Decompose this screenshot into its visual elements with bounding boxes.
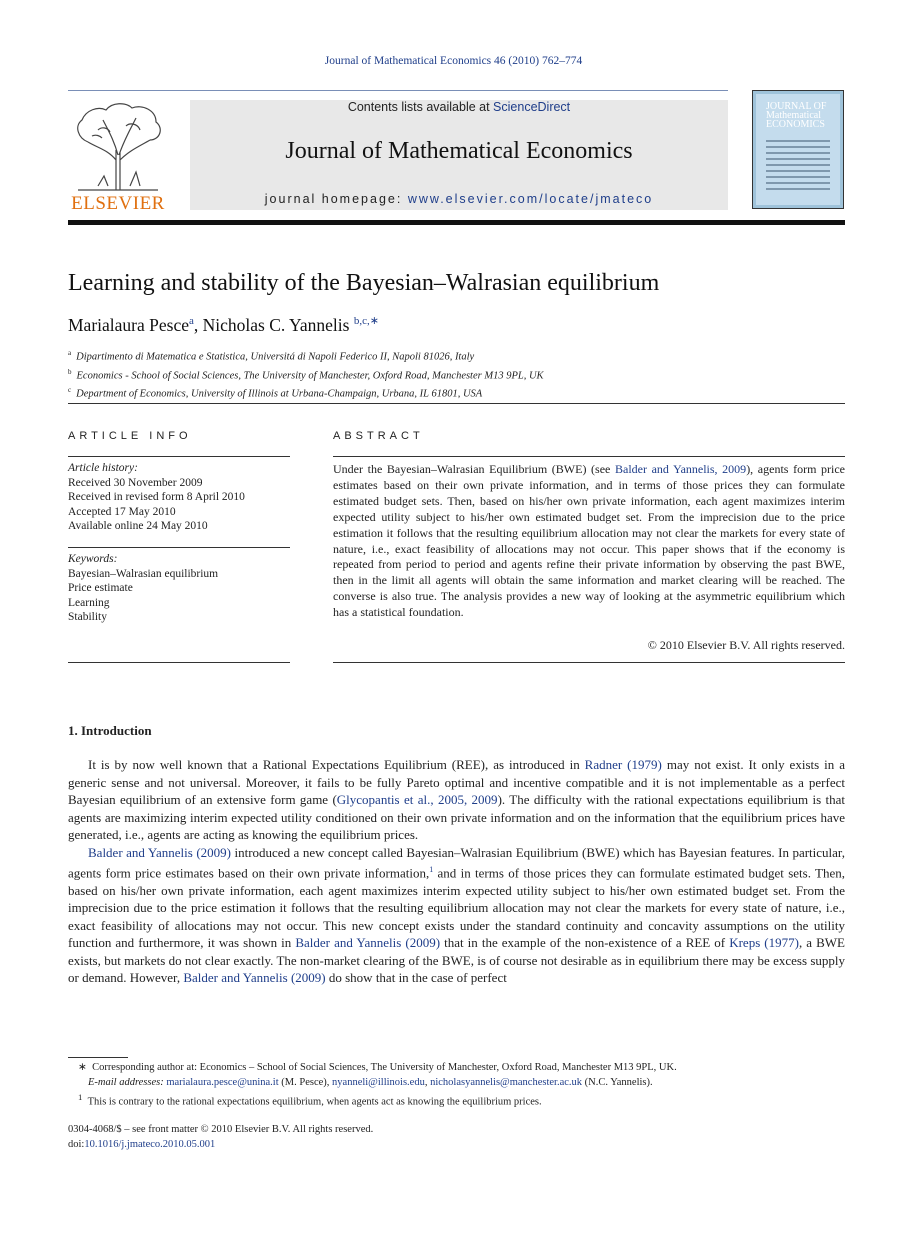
abstract-segment: Under the Bayesian–Walrasian Equilibrium (BWE) (see [333, 462, 615, 476]
contents-prefix: Contents lists available at [347, 100, 494, 114]
contents-line [190, 100, 728, 114]
author-separator: , [193, 314, 203, 335]
doi-line [68, 1137, 373, 1152]
footnote-text: This is contrary to the rational expectations equilibrium, when agents act as knowing the equilibrium prices. [87, 1096, 542, 1108]
affiliation-mark: c [68, 386, 72, 394]
article-history [68, 461, 290, 534]
email-label: E-mail addresses: [88, 1076, 164, 1088]
affiliation-marker[interactable]: b,c,∗ [353, 315, 379, 327]
article-info-heading: ARTICLE INFO [68, 430, 192, 442]
history-item: Available online 24 May 2010 [68, 520, 208, 532]
footnote-text: (N.C. Yannelis). [582, 1076, 653, 1088]
abstract-bottom-rule [333, 662, 845, 663]
history-item: Received 30 November 2009 [68, 476, 203, 489]
journal-title: Journal of Mathematical Economics [285, 138, 633, 164]
footnote-marker[interactable]: 1 [429, 865, 434, 874]
article-title: Learning and stability of the Bayesian–Walrasian equilibrium [68, 270, 660, 296]
email-link[interactable]: nicholasyannelis@manchester.ac.uk [430, 1076, 583, 1088]
journal-cover[interactable] [752, 90, 844, 209]
sciencedirect-link[interactable]: ScienceDirect [493, 100, 571, 114]
text-segment: introduced a new concept called Bayesian–Walrasian Equilibrium (BWE) which has Bayesian features. In particular, agents form price estimates based on their own private information, [68, 844, 845, 881]
footnote-text: Corresponding author at: Economics – School of Social Sciences, The University of Manchester, Oxford Road, Manchester M13 9PL, UK. [92, 1062, 677, 1073]
citation-link[interactable]: Balder and Yannelis (2009) [295, 935, 441, 951]
elsevier-logo [68, 100, 168, 212]
citation-link[interactable]: Balder and Yannelis (2009) [183, 970, 326, 986]
footnote-text: , [424, 1076, 431, 1088]
cover-image [756, 94, 840, 205]
keywords-label: Keywords: [68, 553, 118, 565]
homepage-link[interactable]: www.elsevier.com/locate/jmateco [407, 192, 654, 206]
elsevier-tree-icon [68, 100, 168, 192]
copyright-notice: © 2010 Elsevier B.V. All rights reserved. [647, 638, 845, 652]
author-name: Nicholas C. Yannelis [202, 314, 350, 335]
keyword: Bayesian–Walrasian equilibrium [68, 567, 219, 580]
journal-banner [190, 100, 728, 210]
abstract-segment: ), agents form price estimates based on their own private information, and in terms of those prices they can formulate estimated budget sets. Then, based on his/her own private information, each agent maximizes interim expected utility subject to his/her own estimated budget set. From the imprecision due to the price estimation it follows that the resulting equilibrium allocation may not clear the markets for every state of nature, i.e., exact feasibility of allocations may not occur. This paper shows that if the economy is repeated from period to period and agents refine their private information by observing the past BWE, then in the limit all agents will obtain the same information and market clearing will be reached. The converse is also true. The analysis provides a new way of looking at the asymmetric equilibrium which has a statistical foundation. [333, 462, 846, 620]
citation-link[interactable]: Balder and Yannelis, 2009 [615, 462, 747, 476]
homepage-prefix: journal homepage: [264, 192, 408, 206]
cover-title: JOURNAL OF Mathematical ECONOMICS [766, 101, 827, 130]
affiliation-marker[interactable]: a [188, 315, 194, 327]
introduction-body [68, 756, 845, 987]
affiliation [68, 365, 544, 384]
doi-link[interactable]: 10.1016/j.jmateco.2010.05.001 [84, 1139, 216, 1150]
footnote-mark: 1 [78, 1092, 83, 1102]
abstract-text [333, 462, 845, 621]
footnote-rule [68, 1057, 128, 1058]
footnote-1 [68, 1090, 845, 1110]
footnote-text: (M. Pesce), [278, 1076, 333, 1088]
author-list [68, 314, 379, 336]
publisher-name: ELSEVIER [71, 193, 165, 214]
footnote-corresponding [68, 1061, 845, 1076]
front-matter [68, 1122, 373, 1152]
author-name: Marialaura Pesce [68, 314, 189, 335]
header-thick-rule [68, 220, 845, 225]
email-link[interactable]: nyanneli@illinois.edu [332, 1076, 425, 1088]
paragraph [68, 756, 845, 844]
text-segment: , a BWE exists, but markets do not clear exactly. The non-market clearing of the BWE, is of course not desirable as in equilibrium there may be excess supply or demand. However, [68, 935, 845, 986]
text-segment: ). The difficulty with the rational expectations equilibrium is that agents are maximizing interim expected utility conditioned on their own private information and on the information that the equilibrium prices have generated, i.e., agents are acting as knowing the equilibrium prices. [68, 792, 845, 842]
affiliation-text: Department of Economics, University of Illinois at Urbana-Champaign, Urbana, IL 61801, USA [76, 388, 483, 400]
info-rule [68, 547, 290, 548]
affiliation [68, 346, 544, 365]
cover-contents-lines [766, 140, 830, 194]
doi-label: doi: [68, 1139, 85, 1150]
affiliation [68, 383, 544, 402]
issn-line: 0304-4068/$ – see front matter © 2010 Elsevier B.V. All rights reserved. [68, 1124, 374, 1135]
citation-link[interactable]: Radner (1979) [584, 757, 662, 772]
text-segment: that in the example of the non-existence of a REE of [440, 935, 730, 951]
keyword: Stability [68, 611, 107, 623]
email-link[interactable]: marialaura.pesce@unina.it [166, 1076, 279, 1088]
citation-link[interactable]: Kreps (1977) [729, 935, 799, 951]
text-segment: do show that in the case of perfect [325, 970, 507, 986]
history-item: Received in revised form 8 April 2010 [68, 491, 245, 503]
text-segment: may not exist. It only exists in a generic sense and not universal. Moreover, it fails to be fully Pareto optimal and incentive compatible and it is not implementable as a perfect Bayesian equilibrium of an extensive form game ( [68, 757, 845, 807]
abstract-heading: ABSTRACT [333, 430, 424, 442]
history-item: Accepted 17 May 2010 [68, 505, 176, 518]
title-rule [68, 403, 845, 404]
affiliation-text: Dipartimento di Matematica e Statistica, Universitá di Napoli Federico II, Napoli 81026, Italy [76, 351, 475, 363]
text-segment: It is by now well known that a Rational Expectations Equilibrium (REE), as introduced in [88, 757, 585, 772]
info-bottom-rule [68, 662, 290, 663]
journal-homepage [190, 192, 728, 206]
footnote-mark: ∗ [78, 1062, 87, 1073]
header-rule [68, 90, 728, 91]
affiliation-mark: b [68, 367, 72, 376]
citation-link[interactable]: Glycopantis et al., 2005, 2009 [336, 792, 498, 807]
footnote-emails [68, 1076, 845, 1091]
footnotes [68, 1061, 845, 1110]
journal-reference[interactable]: Journal of Mathematical Economics 46 (2010) 762–774 [324, 55, 583, 67]
keyword: Price estimate [68, 582, 133, 594]
abstract-rule [333, 456, 845, 457]
text-segment: and in terms of those prices they can formulate estimated budget sets. Then, based on his/her own private information, each agent maximizes interim expected utility subject to his/her own estimated budget set. From the imprecision due to the price estimation it follows that the resulting equilibrium allocation may not clear the markets for every state of nature, i.e., exact feasibility of allocations may not occur. This new concept exists under the standard continuity and concavity assumptions on the utility function and furthermore, it was shown in [68, 865, 845, 951]
affiliation-text: Economics - School of Social Sciences, The University of Manchester, Oxford Road, Manchester M13 9PL, UK [76, 370, 544, 381]
affiliation-mark: a [68, 349, 72, 357]
keyword: Learning [68, 596, 110, 609]
keywords [68, 552, 290, 625]
citation-link[interactable]: Balder and Yannelis (2009) [88, 844, 231, 860]
section-heading: 1. Introduction [68, 723, 152, 738]
paragraph [68, 844, 845, 987]
affiliations [68, 346, 544, 402]
history-label: Article history: [68, 462, 138, 474]
info-rule [68, 456, 290, 457]
